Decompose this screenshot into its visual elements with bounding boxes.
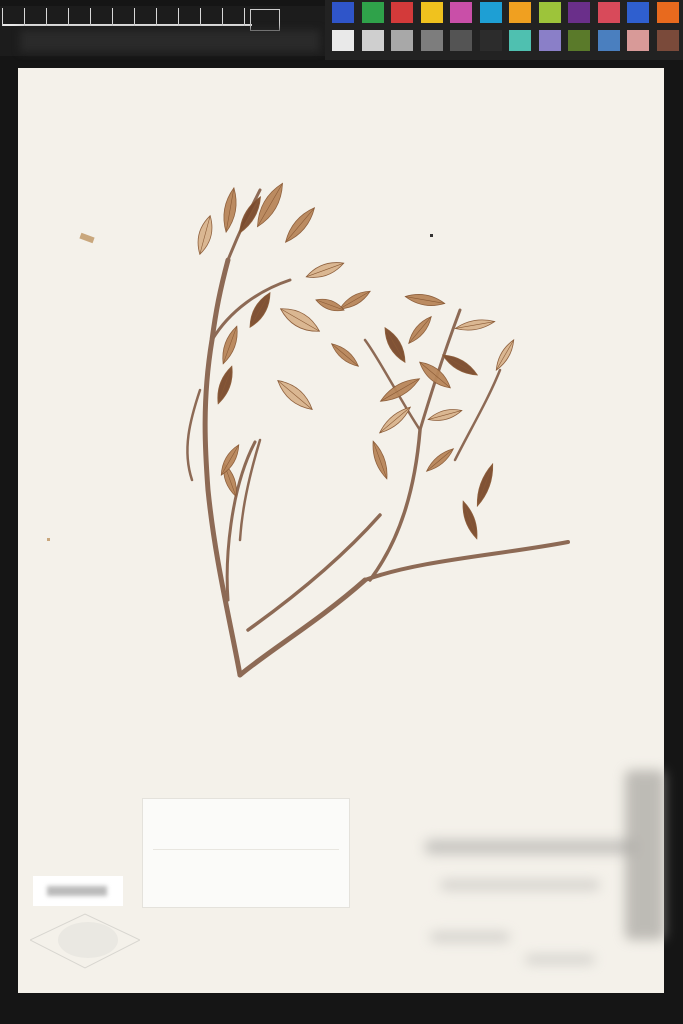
color-calibration-chart (325, 0, 683, 60)
leaf-midrib (332, 344, 359, 366)
color-swatch (568, 30, 590, 51)
color-swatch (568, 2, 590, 23)
stems (187, 190, 568, 675)
leaf-midrib (380, 407, 411, 433)
color-swatch (391, 30, 413, 51)
leaf-midrib (240, 197, 261, 233)
color-swatch (657, 2, 679, 23)
leaf-midrib (496, 340, 514, 370)
color-swatch (598, 30, 620, 51)
label-rule (153, 849, 339, 850)
blurred-edge-shadow (625, 770, 665, 940)
blurred-annotation (440, 880, 600, 890)
stem (455, 370, 500, 460)
stem (240, 580, 365, 675)
institution-stamp (30, 912, 140, 972)
color-swatch (362, 2, 384, 23)
leaf-midrib (286, 208, 315, 242)
leaf-midrib (340, 291, 370, 309)
color-swatch (627, 30, 649, 51)
leaf-midrib (427, 449, 454, 471)
color-swatch (539, 2, 561, 23)
scale-ruler (0, 6, 325, 56)
color-swatch (480, 30, 502, 51)
color-swatch (450, 30, 472, 51)
color-swatch (362, 30, 384, 51)
debris-fragment (79, 233, 94, 243)
color-swatch (598, 2, 620, 23)
blurred-annotation (430, 932, 510, 942)
debris-fragment (47, 538, 50, 541)
leaf-midrib (477, 464, 492, 506)
stem (365, 542, 568, 580)
ruler-logo (250, 9, 280, 31)
leaf-midrib (278, 381, 312, 410)
leaves (194, 180, 517, 540)
color-swatch (391, 2, 413, 23)
leaf-midrib (385, 328, 405, 363)
color-swatch (421, 30, 443, 51)
color-swatch (332, 2, 354, 23)
color-swatch (480, 2, 502, 23)
color-swatch (421, 2, 443, 23)
color-swatch (627, 2, 649, 23)
barcode-label (33, 876, 123, 906)
color-swatch (509, 2, 531, 23)
leaf-midrib (409, 317, 431, 344)
leaf-midrib (443, 355, 478, 375)
color-swatch (450, 2, 472, 23)
stem (248, 515, 380, 630)
color-swatch (332, 30, 354, 51)
barcode-blurred (47, 886, 107, 896)
color-swatch (657, 30, 679, 51)
color-swatch (539, 30, 561, 51)
plant-specimen (170, 160, 580, 690)
blurred-annotation (425, 840, 635, 854)
color-swatch (509, 30, 531, 51)
stem (187, 390, 200, 480)
ruler-ticks (2, 8, 252, 26)
specimen-label (142, 798, 350, 908)
blurred-annotation (525, 955, 595, 964)
stem (212, 280, 290, 340)
ruler-blurred-text (20, 30, 320, 52)
